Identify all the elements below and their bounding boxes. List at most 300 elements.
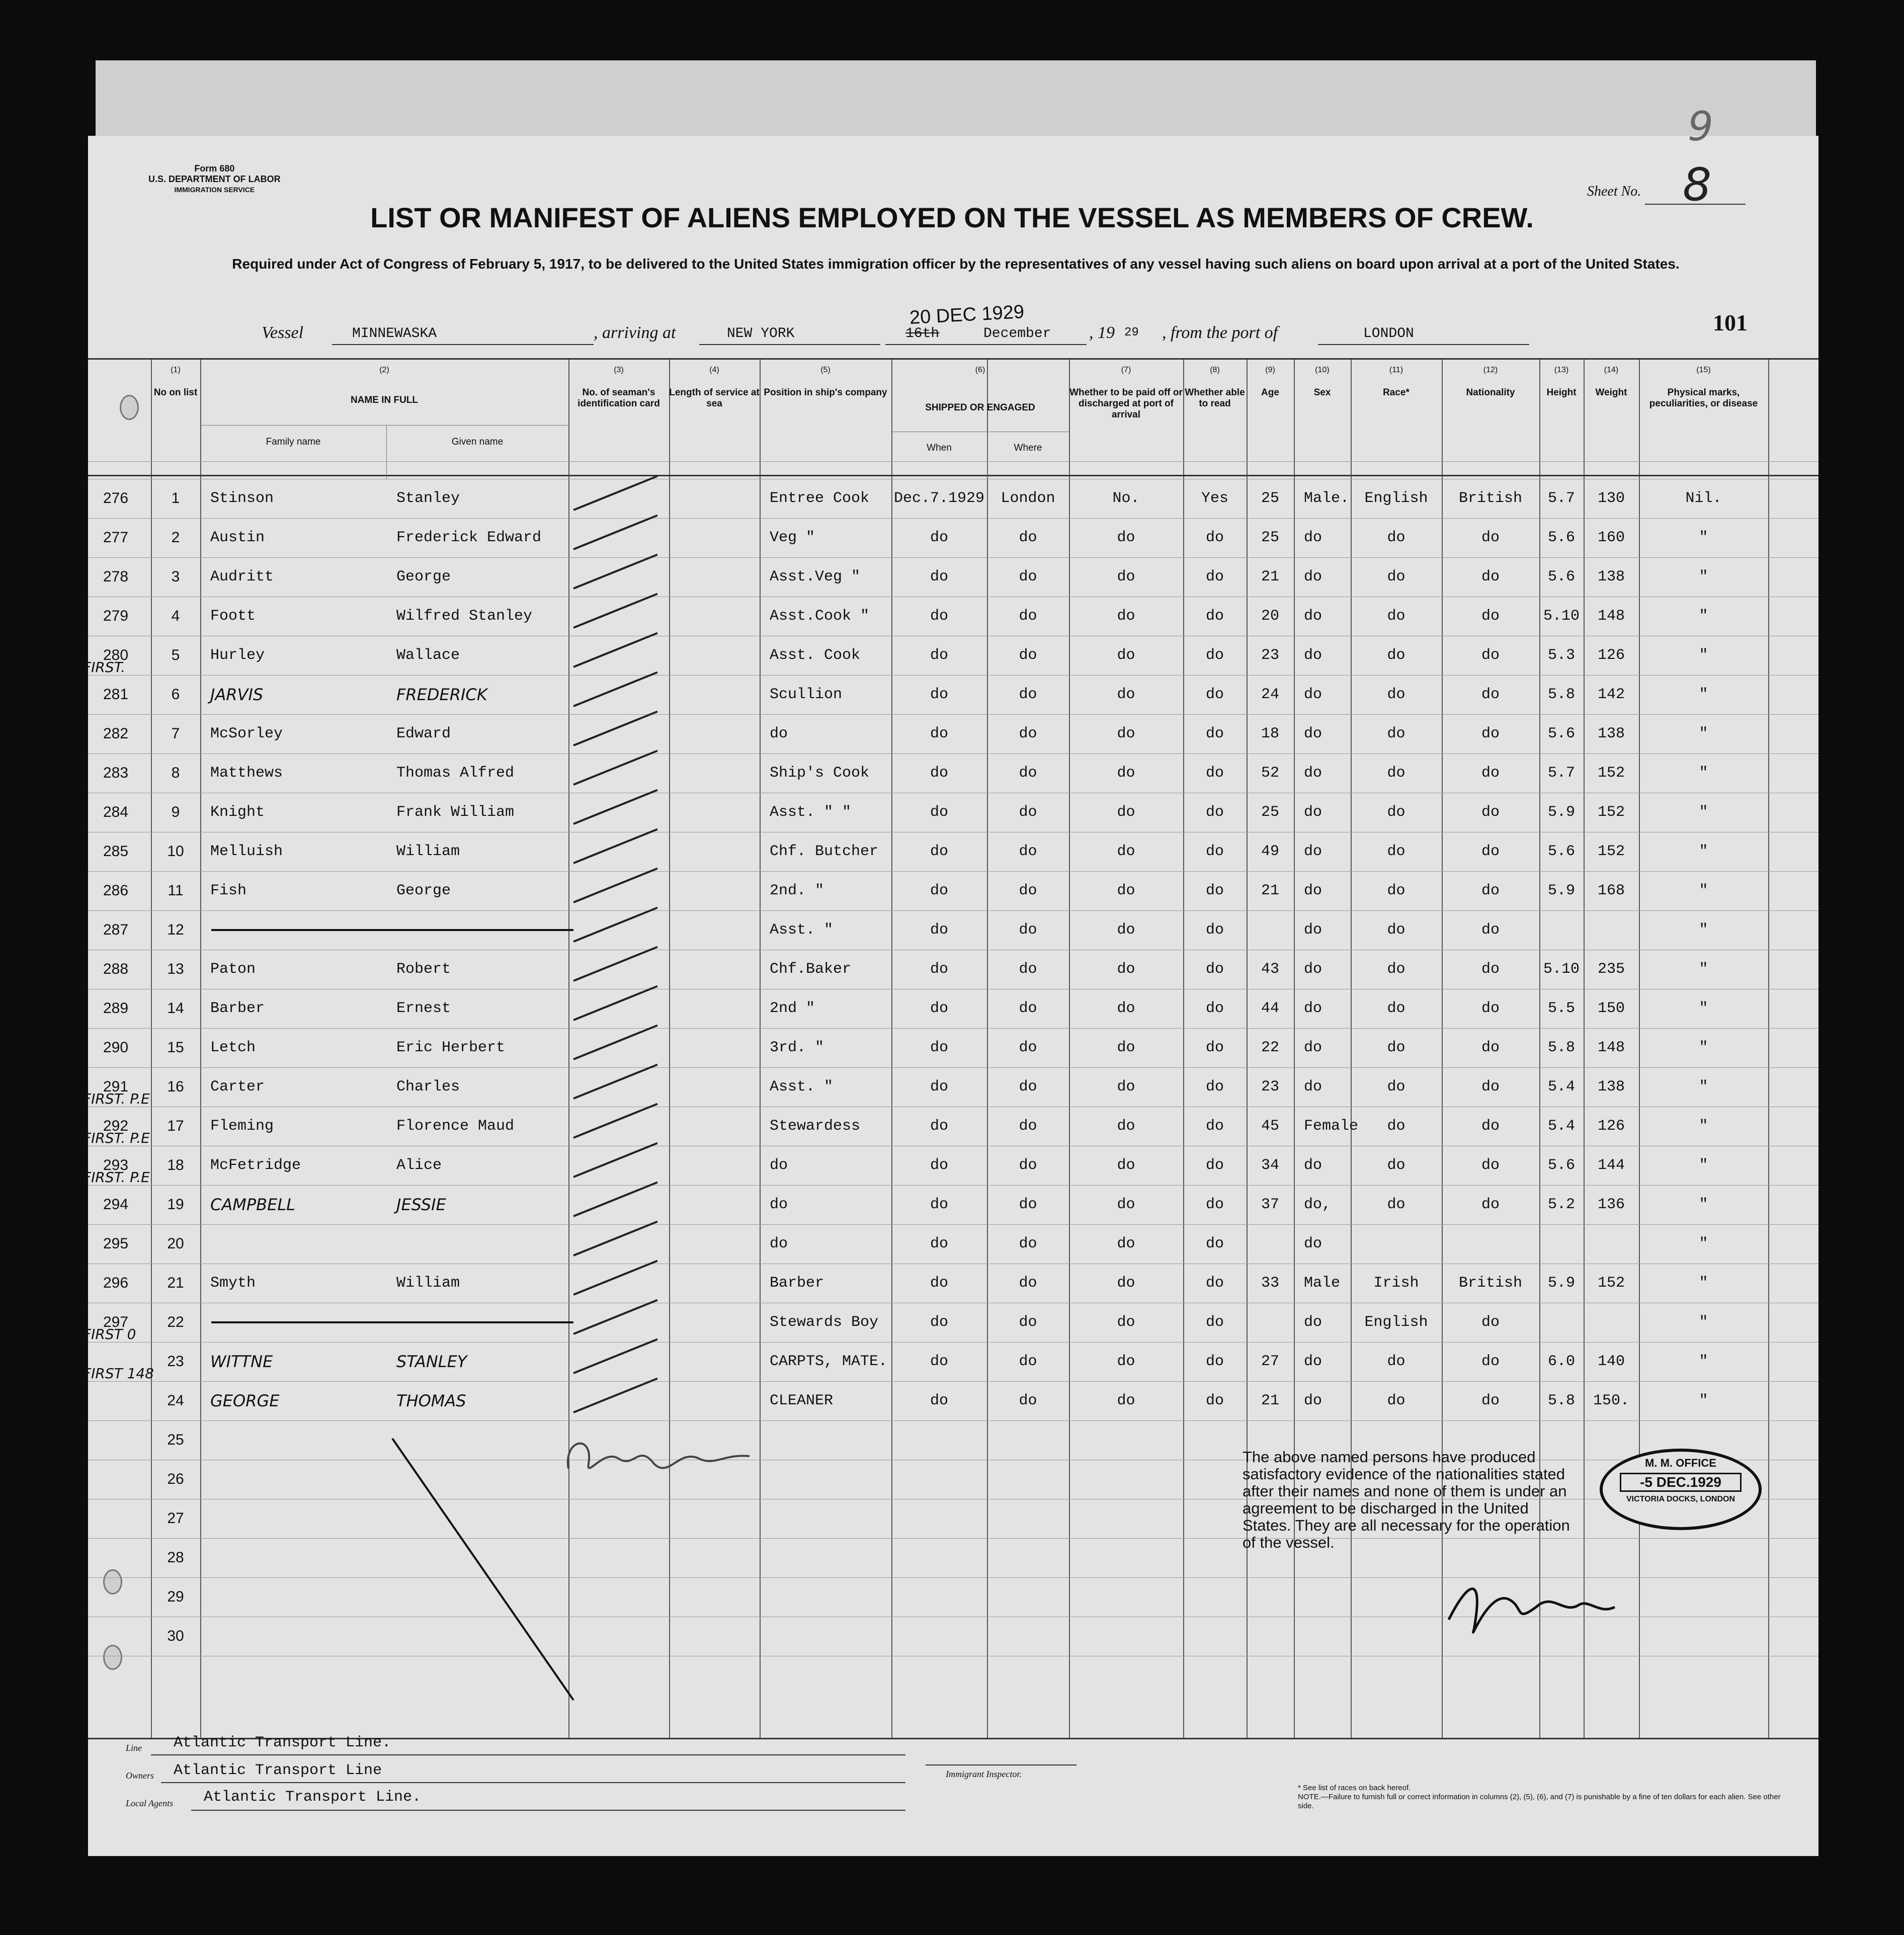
footnote (1298, 1784, 1781, 1811)
cell-age: 23 (1261, 1078, 1279, 1096)
id-card-mark (573, 632, 657, 668)
id-card-mark (573, 515, 657, 550)
col-c5-number: (5) (820, 366, 831, 374)
cell-physical-marks: " (1699, 608, 1708, 625)
cell-position: Entree Cook (770, 490, 870, 507)
cell-paid-off: do (1117, 765, 1135, 782)
cell-shipped-when: do (930, 1392, 948, 1409)
cell-given-name: Eric Herbert (396, 1039, 506, 1056)
cell-nationality: do (1481, 1392, 1500, 1409)
cell-sex: do (1304, 1000, 1322, 1017)
cell-shipped-where: do (1019, 1039, 1037, 1056)
cell-height: 5.4 (1547, 1078, 1575, 1096)
cell-paid-off: do (1117, 843, 1135, 860)
cell-race: do (1387, 1118, 1405, 1135)
cell-given-name: FREDERICK (396, 685, 487, 704)
cell-nationality: British (1458, 1275, 1523, 1292)
col-c9-number: (9) (1265, 366, 1275, 374)
cell-physical-marks: " (1699, 1275, 1708, 1292)
cell-height: 5.8 (1547, 686, 1575, 703)
first-class-note: FIRST. P.E (83, 1090, 150, 1107)
cell-margin-number: 285 (103, 843, 129, 860)
cell-shipped-when: do (930, 1353, 948, 1370)
cell-nationality: do (1481, 843, 1500, 860)
col-c13-number: (13) (1554, 366, 1569, 374)
cell-race: do (1387, 961, 1405, 978)
id-card-mark (573, 789, 657, 825)
cell-family-name: Hurley (210, 647, 265, 664)
cell-shipped-when: do (930, 1196, 948, 1213)
cell-sex: do (1304, 647, 1322, 664)
cell-physical-marks: " (1699, 1196, 1708, 1213)
id-card-mark (573, 593, 657, 629)
id-card-mark (573, 868, 657, 903)
cell-position: 2nd. " (770, 882, 824, 899)
cell-given-name: Stanley (396, 490, 460, 507)
cell-race: do (1387, 804, 1405, 821)
cell-position: do (770, 725, 788, 742)
cell-position: Asst.Veg " (770, 568, 861, 585)
cell-sex: do (1304, 882, 1322, 899)
cell-paid-off: do (1117, 882, 1135, 899)
stamp-top-text: M. M. OFFICE (1645, 1457, 1716, 1469)
col-c7-number: (7) (1121, 366, 1131, 374)
cell-position: do (770, 1157, 788, 1174)
cell-margin-number: 288 (103, 961, 129, 977)
cell-shipped-when: do (930, 1118, 948, 1135)
cell-shipped-where: do (1019, 1392, 1037, 1409)
cell-shipped-when: Dec.7.1929 (893, 490, 985, 507)
cell-shipped-when: do (930, 804, 948, 821)
page-number: 101 (1713, 310, 1748, 335)
cell-weight: 148 (1597, 1039, 1625, 1056)
cell-given-name: Edward (396, 725, 451, 742)
cell-position: do (770, 1235, 788, 1252)
date-stamp: 20 DEC 1929 (909, 301, 1025, 328)
cell-list-number: 7 (171, 725, 180, 742)
document-title: LIST OR MANIFEST OF ALIENS EMPLOYED ON THE VESSEL AS MEMBERS OF CREW. (370, 202, 1534, 233)
cell-sex: do (1304, 765, 1322, 782)
cell-weight: 152 (1597, 765, 1625, 782)
col-c1-header: No on list (153, 387, 198, 398)
cell-age: 49 (1261, 843, 1279, 860)
cell-physical-marks: " (1699, 882, 1708, 899)
cell-family-name: Smyth (210, 1275, 256, 1292)
cell-weight: 138 (1597, 725, 1625, 742)
cell-physical-marks: " (1699, 1392, 1708, 1409)
cell-sex: do (1304, 1157, 1322, 1174)
cell-race: do (1387, 1000, 1405, 1017)
cell-list-number: 30 (167, 1628, 184, 1644)
id-card-mark (573, 946, 657, 982)
cell-margin-number: 286 (103, 882, 129, 899)
cell-height: 5.7 (1547, 765, 1575, 782)
cell-nationality: do (1481, 961, 1500, 978)
cell-weight: 138 (1597, 1078, 1625, 1096)
cell-shipped-where: do (1019, 1196, 1037, 1213)
cell-nationality: do (1481, 725, 1500, 742)
cell-list-number: 8 (171, 765, 180, 781)
cell-paid-off: do (1117, 1078, 1135, 1096)
cell-list-number: 2 (171, 529, 180, 546)
cell-weight: 152 (1597, 1275, 1625, 1292)
cell-shipped-where: do (1019, 1157, 1037, 1174)
cell-list-number: 26 (167, 1471, 184, 1487)
cell-position: CARPTS, MATE. (770, 1353, 888, 1370)
corner-mark: 9 (1688, 103, 1713, 150)
cell-height: 5.10 (1543, 608, 1580, 625)
cell-given-name: William (396, 1275, 460, 1292)
cell-physical-marks: " (1699, 1078, 1708, 1096)
from-label: , from the port of (1162, 323, 1278, 342)
cell-shipped-when: do (930, 529, 948, 546)
cell-paid-off: do (1117, 1118, 1135, 1135)
cell-shipped-when: do (930, 1039, 948, 1056)
cell-shipped-where: do (1019, 843, 1037, 860)
col-c6-number: (6) (975, 366, 985, 374)
cell-able-to-read: do (1205, 1000, 1224, 1017)
cell-margin-number: 289 (103, 1000, 129, 1017)
arrival-port: NEW YORK (727, 326, 795, 342)
cell-race: English (1364, 490, 1428, 507)
cell-nationality: do (1481, 1039, 1500, 1056)
col-c1-number: (1) (171, 366, 181, 374)
cell-shipped-where: do (1019, 804, 1037, 821)
cell-family-name: Foott (210, 608, 256, 625)
form-id-block (148, 163, 281, 195)
cell-height: 5.9 (1547, 882, 1575, 899)
cell-position: Ship's Cook (770, 765, 870, 782)
cell-age: 34 (1261, 1157, 1279, 1174)
cell-family-name: Matthews (210, 765, 283, 782)
col-c14-header: Weight (1595, 387, 1627, 398)
cell-able-to-read: do (1205, 608, 1224, 625)
table-row (0, 1365, 1904, 1420)
cell-weight: 150. (1593, 1392, 1629, 1409)
cell-list-number: 12 (167, 921, 184, 938)
col-c3-number: (3) (614, 366, 624, 374)
cell-race: do (1387, 1392, 1405, 1409)
cell-margin-number: 283 (103, 765, 129, 781)
cell-margin-number: 282 (103, 725, 129, 742)
owners-value: Atlantic Transport Line (174, 1762, 382, 1779)
col-c11-number: (11) (1389, 366, 1403, 374)
cell-list-number: 13 (167, 961, 184, 977)
initials-scribble (558, 1428, 770, 1489)
table-row (0, 557, 1904, 597)
cell-race: do (1387, 725, 1405, 742)
cell-race: do (1387, 921, 1405, 939)
cell-able-to-read: do (1205, 882, 1224, 899)
cell-shipped-when: do (930, 1157, 948, 1174)
cell-position: Veg " (770, 529, 815, 546)
cell-able-to-read: do (1205, 1157, 1224, 1174)
cell-height: 5.6 (1547, 568, 1575, 585)
cell-physical-marks: " (1699, 1235, 1708, 1252)
cell-nationality: do (1481, 765, 1500, 782)
cell-age: 25 (1261, 490, 1279, 507)
table-row (0, 659, 1904, 714)
cell-paid-off: do (1117, 961, 1135, 978)
id-card-mark (573, 554, 657, 590)
sheet-no-value: 8 (1683, 158, 1712, 211)
cell-shipped-where: do (1019, 921, 1037, 939)
first-class-note: FIRST. (83, 659, 126, 676)
cell-race: do (1387, 1196, 1405, 1213)
cell-position: 3rd. " (770, 1039, 824, 1056)
cell-shipped-when: do (930, 1314, 948, 1331)
id-card-mark (573, 1025, 657, 1060)
cell-able-to-read: Yes (1201, 490, 1228, 507)
cell-weight: 142 (1597, 686, 1625, 703)
cell-shipped-where: do (1019, 1118, 1037, 1135)
cell-age: 23 (1261, 647, 1279, 664)
cell-sex: do (1304, 686, 1322, 703)
cell-list-number: 24 (167, 1392, 184, 1409)
cell-able-to-read: do (1205, 1118, 1224, 1135)
cell-nationality: do (1481, 529, 1500, 546)
cell-family-name: Knight (210, 804, 265, 821)
table-row (0, 479, 1904, 518)
cell-shipped-when: do (930, 882, 948, 899)
cell-nationality: do (1481, 804, 1500, 821)
cell-margin-number: 279 (103, 608, 129, 624)
table-row (0, 597, 1904, 636)
cell-height: 5.6 (1547, 1157, 1575, 1174)
cell-family-name: GEORGE (210, 1391, 280, 1410)
cell-shipped-where: do (1019, 529, 1037, 546)
col-c14-number: (14) (1604, 366, 1619, 374)
first-class-note: FIRST 148 (83, 1365, 154, 1382)
cell-age: 37 (1261, 1196, 1279, 1213)
cell-age: 45 (1261, 1118, 1279, 1135)
cell-age: 20 (1261, 608, 1279, 625)
cell-given-name: STANLEY (396, 1352, 467, 1371)
cell-position: CLEANER (770, 1392, 834, 1409)
id-card-mark (573, 711, 657, 746)
cell-shipped-where: do (1019, 882, 1037, 899)
cell-nationality: do (1481, 686, 1500, 703)
cell-physical-marks: " (1699, 529, 1708, 546)
first-class-note: FIRST 0 (83, 1326, 136, 1342)
cell-sex: do (1304, 843, 1322, 860)
cell-list-number: 25 (167, 1432, 184, 1448)
col-c15-number: (15) (1696, 366, 1711, 374)
cell-race: English (1364, 1314, 1428, 1331)
cell-family-name: Audritt (210, 568, 274, 585)
cell-height: 5.7 (1547, 490, 1575, 507)
table-row (0, 871, 1904, 910)
table-row (0, 910, 1904, 950)
cell-position: Barber (770, 1275, 824, 1292)
cell-margin-number: 276 (103, 490, 129, 507)
id-card-mark (573, 828, 657, 864)
table-row (0, 1028, 1904, 1067)
service-name: IMMIGRATION SERVICE (174, 186, 255, 194)
id-card-mark (573, 1378, 657, 1413)
table-row (0, 1090, 1904, 1146)
cell-paid-off: No. (1112, 490, 1140, 507)
cell-shipped-when: do (930, 608, 948, 625)
year-label: , 19 (1089, 323, 1115, 342)
cell-margin-number: 284 (103, 804, 129, 820)
cell-race: do (1387, 1353, 1405, 1370)
cell-able-to-read: do (1205, 1039, 1224, 1056)
cell-sex: do (1304, 1235, 1322, 1252)
cell-race: do (1387, 568, 1405, 585)
id-card-mark (573, 1142, 657, 1178)
table-row (0, 1420, 1904, 1460)
cell-paid-off: do (1117, 1392, 1135, 1409)
cell-list-number: 14 (167, 1000, 184, 1017)
cell-age: 18 (1261, 725, 1279, 742)
id-card-mark (573, 1338, 657, 1374)
table-row (0, 1264, 1904, 1303)
cell-height: 5.9 (1547, 804, 1575, 821)
cell-weight: 152 (1597, 843, 1625, 860)
cell-sex: Female (1304, 1118, 1359, 1135)
cell-race: do (1387, 608, 1405, 625)
cell-margin-number: 291 (103, 1078, 129, 1095)
mm-office-stamp (1600, 1449, 1762, 1530)
cell-weight: 138 (1597, 568, 1625, 585)
id-card-mark (573, 1064, 657, 1100)
cell-position: Scullion (770, 686, 843, 703)
cell-shipped-where: do (1019, 608, 1037, 625)
sheet-no-label: Sheet No. (1587, 184, 1641, 199)
id-card-mark (573, 671, 657, 707)
cell-race: do (1387, 529, 1405, 546)
cell-weight: 126 (1597, 647, 1625, 664)
cell-age: 27 (1261, 1353, 1279, 1370)
cell-family-name: Letch (210, 1039, 256, 1056)
cell-list-number: 15 (167, 1039, 184, 1056)
first-class-note: FIRST. P.E (83, 1169, 150, 1186)
form-number: Form 680 (194, 163, 235, 174)
cell-able-to-read: do (1205, 1275, 1224, 1292)
cell-sex: Male (1304, 1275, 1341, 1292)
cell-race: Irish (1373, 1275, 1419, 1292)
cell-position: Stewards Boy (770, 1314, 879, 1331)
cell-list-number: 21 (167, 1275, 184, 1291)
cell-sex: do (1304, 1314, 1322, 1331)
cell-able-to-read: do (1205, 843, 1224, 860)
cell-height: 5.8 (1547, 1039, 1575, 1056)
id-card-mark (573, 1103, 657, 1139)
cell-position: Asst. Cook (770, 647, 861, 664)
col-c5-header: Position in ship's company (764, 387, 887, 398)
footnote-penalty: NOTE.—Failure to furnish full or correct information in columns (2), (5), (6), and (7) is punishable by a fine of ten dollars for each alien. See other side. (1298, 1793, 1781, 1810)
col-c15-header: Physical marks, peculiarities, or disease (1649, 387, 1758, 409)
cell-given-name: Robert (396, 961, 451, 978)
cell-paid-off: do (1117, 608, 1135, 625)
cell-nationality: do (1481, 921, 1500, 939)
table-row (0, 1169, 1904, 1224)
id-card-mark (573, 1260, 657, 1296)
cell-list-number: 20 (167, 1235, 184, 1252)
cell-given-name: THOMAS (396, 1391, 466, 1410)
document-subtitle: Required under Act of Congress of February 5, 1917, to be delivered to the United States immigration officer by the representatives of any vessel having such aliens on board upon arrival at a port of the United States. (232, 256, 1680, 272)
line-value: Atlantic Transport Line. (174, 1734, 391, 1751)
cell-able-to-read: do (1205, 1196, 1224, 1213)
cell-height: 5.9 (1547, 1275, 1575, 1292)
cell-weight: 168 (1597, 882, 1625, 899)
cell-shipped-where: London (1001, 490, 1055, 507)
inspector-label: Immigrant Inspector. (946, 1769, 1022, 1779)
cell-shipped-when: do (930, 686, 948, 703)
cell-shipped-where: do (1019, 725, 1037, 742)
id-card-mark (573, 907, 657, 943)
struck-day: 16th (905, 326, 940, 342)
table-row (0, 989, 1904, 1028)
cell-paid-off: do (1117, 725, 1135, 742)
cell-family-name: McSorley (210, 725, 283, 742)
cell-list-number: 6 (171, 686, 180, 703)
cell-sex: do (1304, 1078, 1322, 1096)
cell-shipped-when: do (930, 1235, 948, 1252)
cell-age: 21 (1261, 882, 1279, 899)
cell-age: 21 (1261, 1392, 1279, 1409)
col-c2-header: NAME IN FULL (350, 395, 419, 405)
cell-able-to-read: do (1205, 1392, 1224, 1409)
cell-sex: do (1304, 961, 1322, 978)
cell-paid-off: do (1117, 1235, 1135, 1252)
cell-paid-off: do (1117, 921, 1135, 939)
family-name-subheader: Family name (266, 437, 321, 447)
cell-nationality: do (1481, 1118, 1500, 1135)
cell-height: 5.6 (1547, 725, 1575, 742)
cell-age: 21 (1261, 568, 1279, 585)
cell-sex: do (1304, 608, 1322, 625)
agents-value: Atlantic Transport Line. (204, 1789, 422, 1806)
cell-shipped-where: do (1019, 647, 1037, 664)
cell-margin-number: 295 (103, 1235, 129, 1252)
cell-list-number: 27 (167, 1510, 184, 1527)
cell-physical-marks: " (1699, 921, 1708, 939)
strike-through (211, 929, 573, 931)
cell-shipped-where: do (1019, 1353, 1037, 1370)
cell-age: 25 (1261, 529, 1279, 546)
cell-list-number: 29 (167, 1588, 184, 1605)
cell-nationality: do (1481, 1157, 1500, 1174)
cell-list-number: 23 (167, 1353, 184, 1370)
cell-shipped-where: do (1019, 1235, 1037, 1252)
cell-given-name: Frederick Edward (396, 529, 542, 546)
id-card-mark (573, 1299, 657, 1335)
cell-physical-marks: " (1699, 1039, 1708, 1056)
cell-paid-off: do (1117, 804, 1135, 821)
cell-height: 5.6 (1547, 843, 1575, 860)
cell-nationality: do (1481, 647, 1500, 664)
cell-family-name: CAMPBELL (210, 1195, 295, 1214)
vessel-name: MINNEWASKA (352, 326, 437, 342)
first-class-note: FIRST. P.E (83, 1130, 150, 1146)
cell-list-number: 22 (167, 1314, 184, 1330)
cell-able-to-read: do (1205, 961, 1224, 978)
cell-height: 5.2 (1547, 1196, 1575, 1213)
cell-weight: 160 (1597, 529, 1625, 546)
id-card-mark (573, 750, 657, 786)
cell-margin-number: 294 (103, 1196, 129, 1213)
cell-race: do (1387, 882, 1405, 899)
cell-nationality: do (1481, 1078, 1500, 1096)
cell-race: do (1387, 1157, 1405, 1174)
cell-margin-number: 290 (103, 1039, 129, 1056)
cell-position: 2nd " (770, 1000, 815, 1017)
cell-shipped-when: do (930, 725, 948, 742)
cell-family-name: JARVIS (210, 685, 264, 704)
cell-physical-marks: " (1699, 1353, 1708, 1370)
